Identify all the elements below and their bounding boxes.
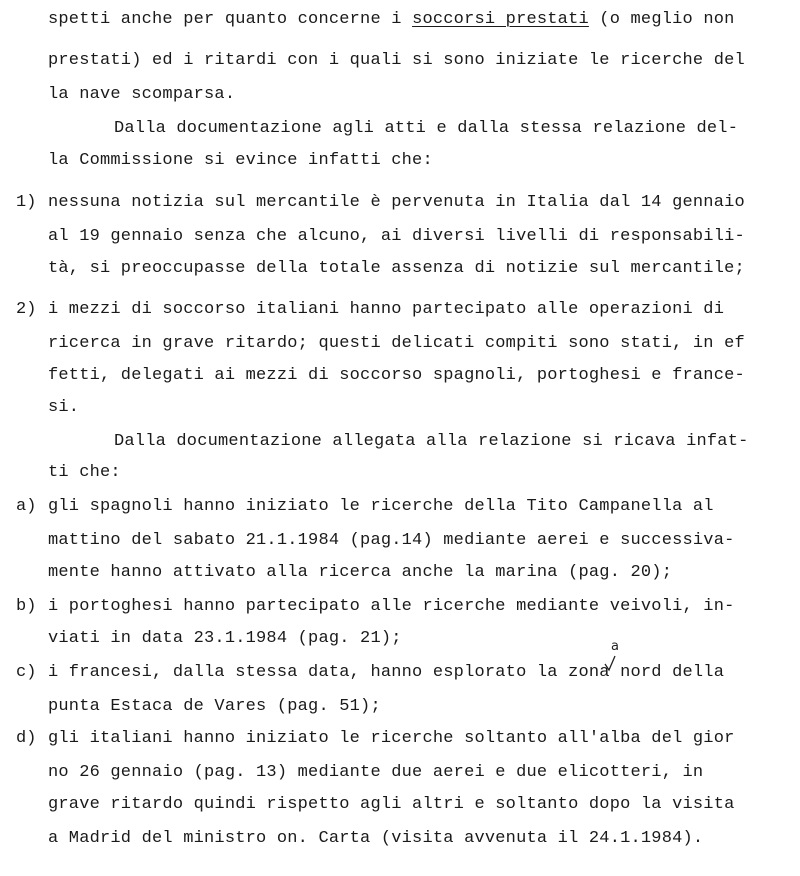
list-item-label: c) (16, 663, 37, 682)
paragraph-2-line-1: Dalla documentazione agli atti e dalla stessa relazione del- (114, 119, 739, 138)
paragraph-1-line-3: la nave scomparsa. (48, 85, 236, 104)
list-item-line: gli spagnoli hanno iniziato le ricerche della Tito Campanella al (48, 497, 714, 516)
handwritten-insert-mark: a (611, 639, 619, 654)
paragraph-3-line-1: Dalla documentazione allegata alla relazione si ricava infat- (114, 432, 749, 451)
list-item-line: grave ritardo quindi rispetto agli altri e soltanto dopo la visita (48, 795, 735, 814)
list-item-label: 2) (16, 300, 37, 319)
list-item-line: no 26 gennaio (pag. 13) mediante due aerei e due elicotteri, in (48, 763, 704, 782)
list-item-line: gli italiani hanno iniziato le ricerche soltanto all'alba del gior (48, 729, 735, 748)
paragraph-3-line-2: ti che: (48, 463, 121, 482)
list-item-label: a) (16, 497, 37, 516)
list-item-line: viati in data 23.1.1984 (pag. 21); (48, 629, 402, 648)
list-item-line: si. (48, 398, 80, 417)
list-item-line: tà, si preoccupasse della totale assenza di notizie sul mercantile; (48, 259, 745, 278)
list-item-label: b) (16, 597, 37, 616)
list-item-line: i portoghesi hanno partecipato alle ricerche mediante veivoli, in- (48, 597, 735, 616)
list-item-line: nessuna notizia sul mercantile è pervenuta in Italia dal 14 gennaio (48, 193, 745, 212)
list-item-line: mente hanno attivato alla ricerca anche la marina (pag. 20); (48, 563, 673, 582)
paragraph-1-line-1 (48, 10, 735, 30)
caret-mark-icon (603, 654, 623, 672)
list-item-line: ricerca in grave ritardo; questi delicati compiti sono stati, in ef (48, 334, 745, 353)
list-item-label: 1) (16, 193, 37, 212)
underlined-text: soccorsi prestati (412, 10, 589, 29)
list-item-line: mattino del sabato 21.1.1984 (pag.14) mediante aerei e successiva- (48, 531, 735, 550)
list-item-line: i francesi, dalla stessa data, hanno esplorato la zona nord della (48, 663, 725, 682)
list-item-line: al 19 gennaio senza che alcuno, ai diversi livelli di responsabili- (48, 227, 745, 246)
paragraph-1-line-2: prestati) ed i ritardi con i quali si sono iniziate le ricerche del (48, 51, 745, 70)
list-item-label: d) (16, 729, 37, 748)
paragraph-2-line-2: la Commissione si evince infatti che: (48, 151, 433, 170)
text-run: (o meglio non (588, 10, 735, 29)
list-item-line: i mezzi di soccorso italiani hanno partecipato alle operazioni di (48, 300, 725, 319)
list-item-line: fetti, delegati ai mezzi di soccorso spagnoli, portoghesi e france- (48, 366, 745, 385)
list-item-line: a Madrid del ministro on. Carta (visita avvenuta il 24.1.1984). (48, 829, 704, 848)
list-item-line: punta Estaca de Vares (pag. 51); (48, 697, 381, 716)
text-run: spetti anche per quanto concerne i (48, 10, 413, 29)
